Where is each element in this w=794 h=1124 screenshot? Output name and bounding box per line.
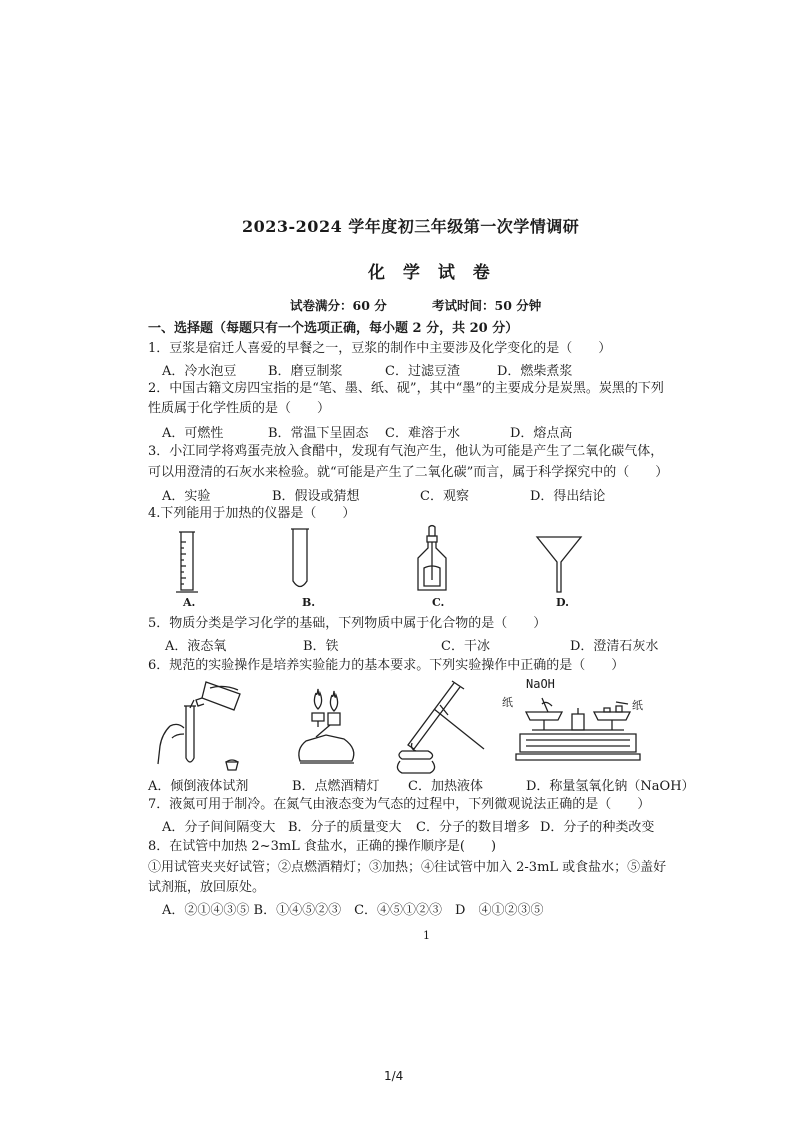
q6-stem: 6．规范的实验操作是培养实验能力的基本要求。下列实验操作中正确的是（ ） <box>148 658 625 673</box>
q8-stem: 8．在试管中加热 2~3mL 食盐水，正确的操作顺序是( ) <box>148 839 497 854</box>
q4-label-d: D. <box>556 596 569 609</box>
q7-option-d: D．分子的种类改变 <box>540 820 655 835</box>
q8-steps-line2: 试剂瓶，放回原处。 <box>148 880 266 895</box>
q2-stem-line1: 2．中国古籍文房四宝指的是“笔、墨、纸、砚”，其中“墨”的主要成分是炭黑。炭黑的下列 <box>148 381 664 396</box>
graduated-cylinder-icon <box>172 528 202 596</box>
q8-steps-line1: ①用试管夹夹好试管；②点燃酒精灯；③加热；④往试管中加入 2-3mL 或食盐水；⑤盖好 <box>148 860 667 875</box>
test-tube-icon <box>288 526 312 592</box>
q7-option-a: A．分子间间隔变大 <box>162 820 276 835</box>
naoh-label: NaOH <box>526 677 555 691</box>
paper-label-left: 纸 <box>502 696 513 709</box>
q3-option-b: B．假设或猜想 <box>272 489 360 504</box>
q2-option-c: C．难溶于水 <box>385 426 460 441</box>
q1-option-c: C．过滤豆渣 <box>385 364 460 379</box>
q4-stem: 4.下列能用于加热的仪器是（ ） <box>148 506 356 521</box>
q1-option-b: B．磨豆制浆 <box>268 364 343 379</box>
full-score: 试卷满分：60 分 <box>290 298 387 313</box>
q2-stem-line2: 性质属于化学性质的是（ ） <box>148 401 331 416</box>
q5-stem: 5．物质分类是学习化学的基础，下列物质中属于化合物的是（ ） <box>148 616 547 631</box>
pouring-liquid-icon <box>150 676 250 776</box>
q5-option-c: C．干冰 <box>441 639 490 654</box>
q6-option-a: A．倾倒液体试剂 <box>148 779 249 794</box>
paper-label-right: 纸 <box>632 699 643 712</box>
q7-stem: 7．液氮可用于制冷。在氮气由液态变为气态的过程中，下列微观说法正确的是（ ） <box>148 797 651 812</box>
heating-liquid-icon <box>388 679 498 777</box>
exam-time: 考试时间：50 分钟 <box>432 298 542 313</box>
q3-stem-line2: 可以用澄清的石灰水来检验。就“可能是产生了二氧化碳”而言，属于科学探究中的（ ） <box>148 465 669 480</box>
q6-option-c: C．加热液体 <box>408 779 483 794</box>
section-heading: 一、选择题（每题只有一个选项正确，每小题 2 分，共 20 分） <box>148 321 519 336</box>
q2-option-d: D．熔点高 <box>510 426 573 441</box>
q7-option-b: B．分子的质量变大 <box>288 820 402 835</box>
q5-option-d: D．澄清石灰水 <box>570 639 659 654</box>
funnel-icon <box>534 534 584 596</box>
q7-option-c: C．分子的数目增多 <box>416 820 530 835</box>
q4-label-c: C. <box>432 596 445 609</box>
lighting-alcohol-lamp-icon <box>286 683 376 775</box>
q1-option-d: D．燃柴煮浆 <box>497 364 573 379</box>
q1-stem: 1．豆浆是宿迁人喜爱的早餐之一，豆浆的制作中主要涉及化学变化的是（ ） <box>148 341 612 356</box>
q3-option-c: C．观察 <box>420 489 469 504</box>
q1-option-a: A．冷水泡豆 <box>162 364 237 379</box>
q6-option-d: D．称量氢氧化钠（NaOH） <box>526 779 695 794</box>
q3-stem-line1: 3．小江同学将鸡蛋壳放入食醋中，发现有气泡产生，他认为可能是产生了二氧化碳气体， <box>148 444 664 459</box>
q6-option-b: B．点燃酒精灯 <box>292 779 380 794</box>
q4-label-a: A. <box>183 596 196 609</box>
dropper-bottle-icon <box>412 524 452 596</box>
exam-title: 2023-2024 学年度初三年级第一次学情调研 <box>242 217 580 236</box>
subject-title: 化 学 试 卷 <box>368 263 496 283</box>
q3-option-a: A．实验 <box>162 489 211 504</box>
q8-options: A．②①④③⑤ B．①④⑤②③ C．④⑤①②③ D ④①②③⑤ <box>162 903 544 918</box>
q5-option-b: B．铁 <box>303 639 339 654</box>
page-number: 1 <box>423 929 430 942</box>
q4-label-b: B. <box>302 596 316 609</box>
balance-scale-icon <box>512 690 642 776</box>
q2-option-a: A．可燃性 <box>162 426 224 441</box>
page-indicator: 1/4 <box>384 1069 404 1083</box>
q5-option-a: A．液态氧 <box>165 639 227 654</box>
q2-option-b: B．常温下呈固态 <box>268 426 369 441</box>
q3-option-d: D．得出结论 <box>530 489 606 504</box>
